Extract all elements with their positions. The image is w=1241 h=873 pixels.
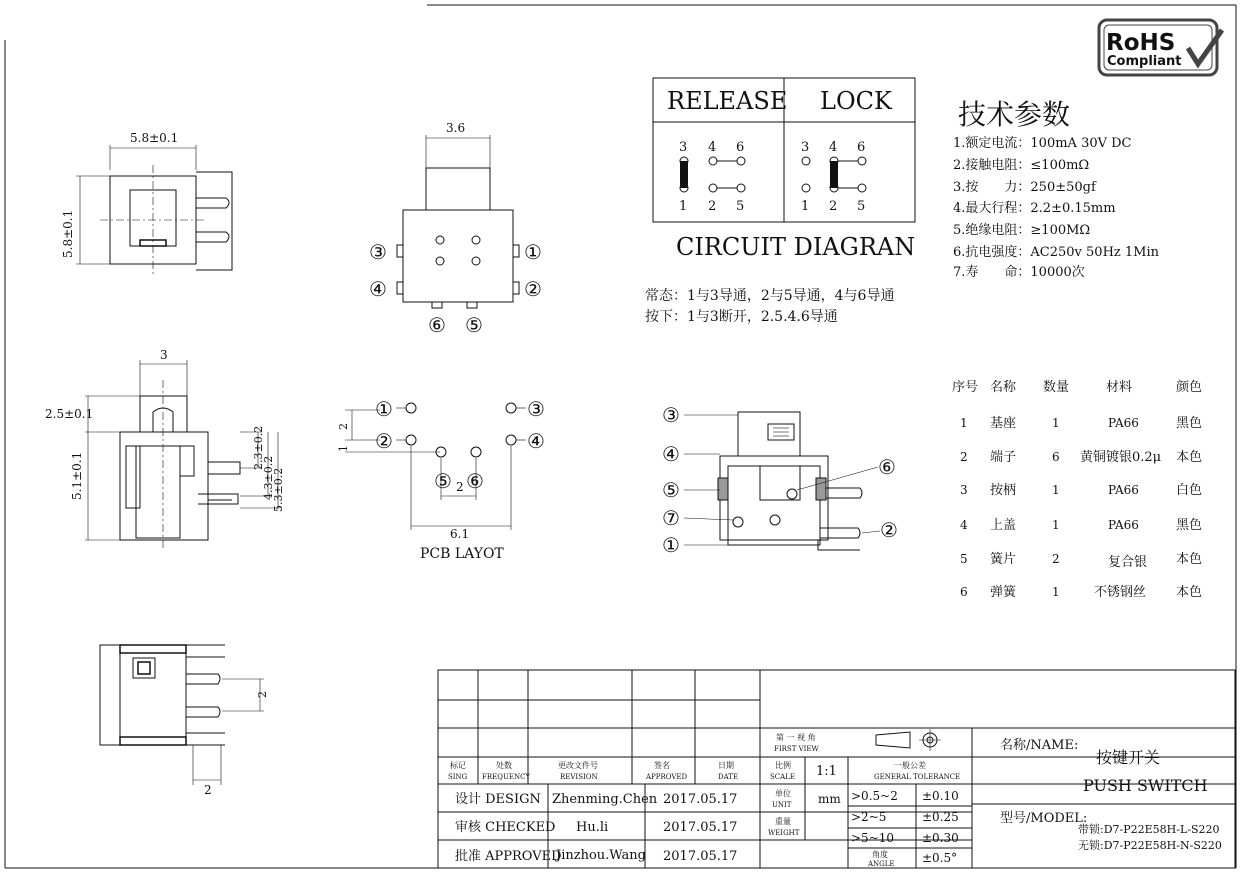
tb-tol-range-2: >2~5: [851, 810, 887, 824]
circuit-diagram: [645, 78, 915, 325]
tb-tol-range-1: >0.5~2: [851, 789, 898, 803]
bom-cell: 端子: [990, 450, 1017, 465]
pcb-pin-3: ③: [527, 397, 545, 421]
tb-model-label: 型号/MODEL:: [1000, 811, 1088, 826]
tb-angle-label-en: ANGLE: [868, 860, 895, 868]
bom-row: [960, 449, 1202, 465]
tb-scale-label: 比例: [775, 761, 791, 770]
section-callout-1: ①: [662, 533, 680, 557]
spec-item: 3.按 力：250±50gf: [953, 180, 1096, 195]
section-callout-3: ③: [662, 403, 680, 427]
bom-header-name: 名称: [990, 380, 1017, 395]
spec-item: 7.寿 命：10000次: [953, 265, 1085, 280]
lock-num-3: 3: [801, 140, 810, 155]
tb-hdr-freq-en: FREQUENCY: [482, 773, 531, 781]
tb-name-cn: 按键开关: [1096, 748, 1161, 767]
release-num-3: 3: [679, 140, 688, 155]
bom-header-qty: 数量: [1043, 380, 1070, 395]
tb-scale-label-en: SCALE: [770, 773, 795, 781]
bom-row: [960, 584, 1202, 600]
dim-top-height: 5.8±0.1: [61, 209, 75, 258]
bom-row: [960, 551, 1202, 570]
bom-cell: 按柄: [990, 483, 1017, 498]
tb-hdr-mark-en: SING: [448, 773, 468, 781]
section-callout-6: ⑥: [878, 455, 896, 479]
dim-side-r2: 4.3±0.2: [262, 455, 275, 500]
spec-list: [953, 98, 1160, 280]
section-callout-7: ⑦: [662, 506, 680, 530]
bottom-view: [100, 645, 269, 797]
lock-num-5: 5: [857, 199, 866, 214]
pin-label-3: ③: [369, 240, 387, 264]
pcb-pin-6: ⑥: [466, 469, 484, 493]
pin-label-2: ②: [524, 277, 542, 301]
dim-pcb-pitch: 2: [456, 480, 464, 494]
bom-cell: 1: [1052, 483, 1060, 497]
pcb-caption: PCB LAYOT: [420, 546, 504, 562]
spec-title: 技术参数: [958, 98, 1071, 131]
title-block: [438, 670, 1235, 868]
tb-unit-value: mm: [818, 792, 841, 806]
bom-cell: 2: [960, 450, 968, 464]
rohs-compliant-text: Compliant: [1107, 54, 1182, 69]
bom-cell: 2: [1052, 552, 1060, 566]
bom-cell: PA66: [1108, 518, 1139, 532]
pcb-pin-1: ①: [375, 397, 393, 421]
tb-approved-label: 批准 APPROVED: [455, 849, 562, 864]
dim-side-top: 3: [160, 348, 168, 362]
bom-cell: 本色: [1176, 585, 1203, 600]
cross-section: [662, 403, 898, 557]
tb-hdr-appr-en: APPROVED: [646, 773, 688, 781]
circuit-note-normal: 常态：1与3导通，2与5导通，4与6导通: [645, 288, 895, 304]
release-num-2: 2: [708, 199, 717, 214]
pin-label-1: ①: [524, 240, 542, 264]
lock-num-2: 2: [829, 199, 838, 214]
tb-tol-value-1: ±0.10: [922, 789, 959, 803]
tb-name-en: PUSH SWITCH: [1083, 776, 1208, 795]
tb-checked-label: 审核 CHECKED: [455, 820, 556, 835]
dim-pcb-1: 1: [337, 445, 350, 452]
tb-hdr-mark: 标记: [450, 761, 466, 770]
section-callout-5: ⑤: [662, 478, 680, 502]
bom-cell: 上盖: [990, 518, 1017, 533]
spec-item: 2.接触电阻：≤100mΩ: [953, 158, 1090, 173]
bom-header-color: 颜色: [1176, 380, 1203, 395]
bom-cell: 5: [960, 552, 968, 566]
spec-item: 5.绝缘电阻：≥100MΩ: [953, 223, 1091, 238]
bom-cell: 本色: [1176, 450, 1203, 465]
tb-scale-value: 1:1: [816, 764, 837, 779]
release-num-4: 4: [708, 140, 717, 155]
bom-cell: 复合银: [1108, 555, 1148, 570]
dim-side-r3: 5.3±0.2: [272, 467, 285, 512]
bom-cell: 白色: [1176, 483, 1203, 498]
tb-date-1: 2017.05.17: [663, 792, 738, 807]
bom-cell: 基座: [990, 416, 1017, 431]
pcb-pin-2: ②: [375, 429, 393, 453]
tb-hdr-rev-en: REVISION: [560, 773, 598, 781]
bom-cell: 黄铜镀银0.2μ: [1080, 450, 1162, 465]
bom-cell: 簧片: [990, 552, 1017, 567]
lock-num-4: 4: [829, 140, 838, 155]
tb-hdr-rev: 更改文件号: [558, 761, 598, 770]
circuit-note-pressed: 按下：1与3断开，2.5.4.6导通: [645, 309, 838, 325]
tb-first-view-en: FIRST VIEW: [774, 745, 819, 753]
bom-header-no: 序号: [952, 380, 979, 395]
pin-label-4: ④: [369, 277, 387, 301]
bom-table: [952, 379, 1202, 600]
pin-label-5: ⑤: [465, 313, 483, 337]
dim-bottom-width: 2: [204, 783, 212, 797]
spec-item: 6.抗电强度：AC250v 50Hz 1Min: [953, 245, 1160, 260]
front-view: [369, 121, 542, 337]
dim-pcb-2: 2: [337, 423, 350, 430]
lock-num-1: 1: [801, 199, 810, 214]
tb-weight-label-en: WEIGHT: [768, 829, 800, 837]
tb-unit-label-en: UNIT: [772, 801, 792, 809]
tb-hdr-freq: 处数: [496, 761, 512, 770]
bom-row: [960, 482, 1202, 498]
tb-approved-name: Jinzhou.Wang: [556, 848, 646, 863]
spec-item: 1.额定电流：100mA 30V DC: [953, 136, 1132, 151]
tb-hdr-date: 日期: [718, 761, 734, 770]
bom-cell: 黑色: [1176, 518, 1203, 533]
tb-tol-value-4: ±0.5°: [922, 851, 958, 865]
bom-cell: 弹簧: [990, 585, 1017, 600]
bom-cell: 6: [960, 585, 968, 599]
section-callout-2: ②: [880, 518, 898, 542]
tb-date-3: 2017.05.17: [663, 849, 738, 864]
bom-cell: 黑色: [1176, 416, 1203, 431]
side-view: [45, 348, 285, 548]
bom-cell: PA66: [1108, 483, 1139, 497]
dim-side-button: 2.5±0.1: [45, 407, 94, 421]
tb-tol-title-en: GENERAL TOLERANCE: [874, 773, 961, 781]
lock-num-6: 6: [857, 140, 866, 155]
pin-label-6: ⑥: [428, 313, 446, 337]
bom-cell: 1: [960, 416, 968, 430]
bom-cell: 1: [1052, 518, 1060, 532]
rohs-logo: [1099, 20, 1222, 75]
bom-header-material: 材料: [1106, 380, 1133, 395]
bom-cell: 4: [960, 518, 968, 532]
dim-side-r1: 2.3±0.2: [252, 425, 265, 470]
pcb-pin-5: ⑤: [434, 469, 452, 493]
tb-model-locking: 带锁:D7-P22E58H-L-S220: [1078, 823, 1220, 836]
tb-weight-label: 重量: [775, 817, 791, 826]
tb-tol-value-3: ±0.30: [922, 831, 959, 845]
pcb-layout: [337, 397, 545, 562]
circuit-caption: CIRCUIT DIAGRAN: [676, 233, 916, 261]
tb-hdr-date-en: DATE: [718, 773, 739, 781]
release-num-6: 6: [736, 140, 745, 155]
circuit-lock-label: LOCK: [820, 87, 892, 115]
tb-design-name: Zhenming.Chen: [552, 792, 658, 807]
tb-first-view: 第 一 视 角: [776, 733, 816, 742]
rohs-text: RoHS: [1106, 30, 1176, 56]
tb-date-2: 2017.05.17: [663, 820, 738, 835]
circuit-release-label: RELEASE: [667, 87, 788, 115]
bom-cell: 1: [1052, 585, 1060, 599]
dim-side-body: 5.1±0.1: [70, 451, 84, 500]
projection-symbol-icon: [876, 729, 941, 751]
bom-cell: 6: [1052, 450, 1060, 464]
tb-angle-label: 角度: [872, 850, 888, 859]
bom-cell: 不锈钢丝: [1094, 585, 1147, 600]
tb-checked-name: Hu.li: [576, 820, 609, 835]
bom-cell: 1: [1052, 416, 1060, 430]
tb-hdr-appr: 签名: [654, 761, 670, 770]
release-num-5: 5: [736, 199, 745, 214]
tb-unit-label: 单位: [775, 789, 791, 798]
dim-top-width: 5.8±0.1: [130, 131, 179, 145]
tb-tol-range-3: >5~10: [851, 831, 895, 845]
pcb-pin-4: ④: [527, 429, 545, 453]
tb-name-label: 名称/NAME:: [1000, 738, 1079, 753]
bom-row: [960, 518, 1202, 533]
dim-front-width: 3.6: [446, 121, 466, 135]
tb-tol-title: 一般公差: [894, 761, 926, 770]
tb-tol-value-2: ±0.25: [922, 810, 959, 824]
bom-row: [960, 415, 1202, 431]
section-callout-4: ④: [662, 442, 680, 466]
bom-cell: PA66: [1108, 416, 1139, 430]
dim-pcb-span: 6.1: [450, 527, 470, 541]
tb-model-nonlocking: 无锁:D7-P22E58H-N-S220: [1078, 839, 1222, 852]
tb-design-label: 设计 DESIGN: [455, 792, 541, 807]
bom-cell: 3: [960, 483, 968, 497]
spec-item: 4.最大行程：2.2±0.15mm: [953, 201, 1116, 216]
bom-cell: 本色: [1176, 552, 1203, 567]
dim-bottom-pitch: 2: [256, 691, 269, 698]
top-view: [61, 131, 232, 275]
release-num-1: 1: [679, 199, 688, 214]
